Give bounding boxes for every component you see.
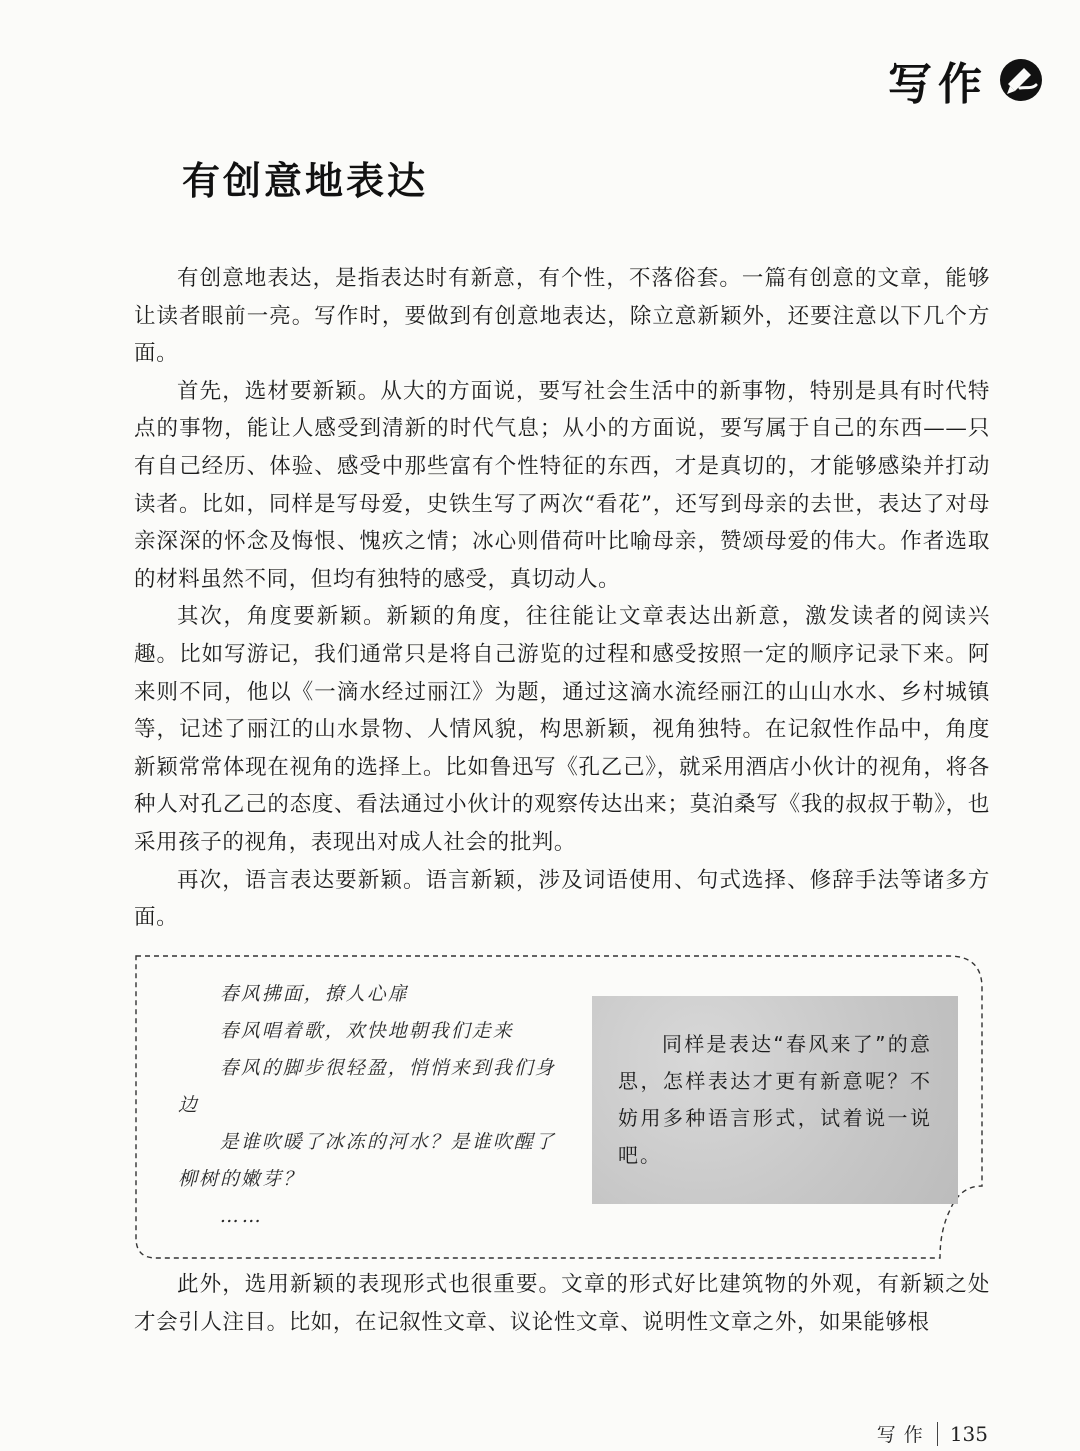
prompt-box (592, 996, 958, 1204)
paragraph-form: 此外，选用新颖的表现形式也很重要。文章的形式好比建筑物的外观，有新颖之处才会引人注目。比如，在记叙性文章、议论性文章、说明性文章之外，如果能够根 (134, 1272, 990, 1335)
page-footer (877, 1420, 988, 1447)
paragraph-material: 首先，选材要新颖。从大的方面说，要写社会生活中的新事物，特别是具有时代特点的事物，能让人感受到清新的时代气息；从小的方面说，要写属于自己的东西——只有自己经历、体验、感受中那些富有个性特征的东西，才是真切的，才能够感染并打动读者。比如，同样是写母爱，史铁生写了两次“看花”，还写到母亲的去世，表达了对母亲深深的怀念及悔恨、愧疚之情；冰心则借荷叶比喻母亲，赞颂母爱的伟大。作者选取的材料虽然不同，但均有独特的感受，真切动人。 (134, 378, 990, 592)
poem-line: 春风的脚步很轻盈，悄悄来到我们身边 (178, 1057, 556, 1116)
section-title: 写作 (888, 59, 988, 110)
poem-ellipsis: …… (219, 1205, 264, 1227)
footer-section-label: 写作 (876, 1424, 931, 1446)
body-text-continued (134, 1266, 990, 1341)
pen-circle-icon (998, 57, 1044, 103)
footer-divider (937, 1422, 938, 1446)
paragraph-angle: 其次，角度要新颖。新颖的角度，往往能让文章表达出新意，激发读者的阅读兴趣。比如写游记，我们通常只是将自己游览的过程和感受按照一定的顺序记录下来。阿来则不同，他以《一滴水经过丽江》为题，通过这滴水流经丽江的山山水水、乡村城镇等，记述了丽江的山水景物、人情风貌，构思新颖，视角独特。在记叙性作品中，角度新颖常常体现在视角的选择上。比如鲁迅写《孔乙己》，就采用酒店小伙计的视角，将各种人对孔乙己的态度、看法通过小伙计的观察传达出来；莫泊桑写《我的叔叔于勒》，也采用孩子的视角，表现出对成人社会的批判。 (134, 604, 990, 855)
poem-line: 春风唱着歌，欢快地朝我们走来 (219, 1020, 514, 1042)
example-box (134, 954, 986, 1260)
lesson-title: 有创意地表达 (182, 159, 429, 203)
poem-line: 是谁吹暖了冰冻的河水？是谁吹醒了柳树的嫩芽？ (178, 1131, 556, 1190)
poem-example (178, 976, 570, 1235)
paragraph-intro: 有创意地表达，是指表达时有新意，有个性，不落俗套。一篇有创意的文章，能够让读者眼前一亮。写作时，要做到有创意地表达，除立意新颖外，还要注意以下几个方面。 (134, 266, 990, 367)
paragraph-language: 再次，语言表达要新颖。语言新颖，涉及词语使用、句式选择、修辞手法等诸多方面。 (134, 867, 990, 931)
section-header (888, 48, 1044, 112)
body-text-main (134, 260, 990, 937)
prompt-text: 同样是表达“春风来了”的意思，怎样表达才更有新意呢？不妨用多种语言形式，试着说一说吧。 (618, 1032, 932, 1167)
poem-line: 春风拂面，撩人心扉 (219, 983, 409, 1005)
page-number: 135 (949, 1421, 988, 1446)
